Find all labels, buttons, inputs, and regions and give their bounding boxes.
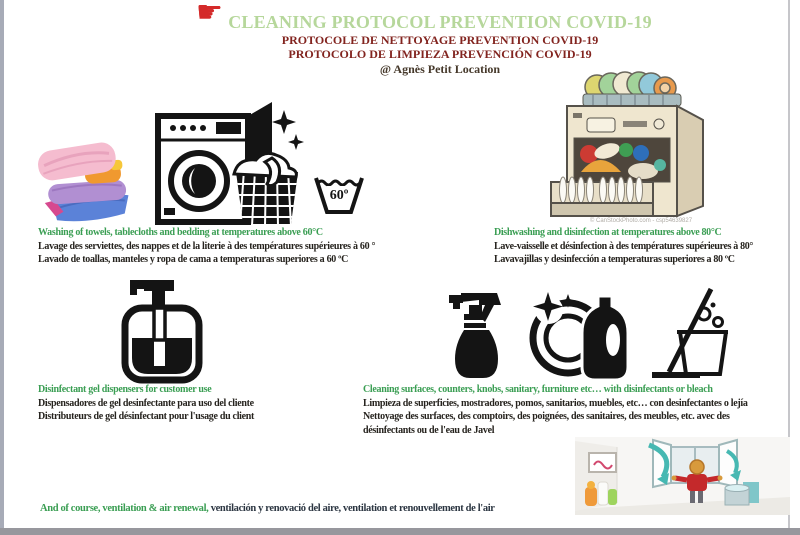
washing-headline: Washing of towels, tablecloths and bedding at temperatures above 60°C — [38, 227, 323, 238]
ventilation-headline: And of course, ventilation & air renewal, — [40, 503, 209, 514]
section-washing — [38, 226, 375, 267]
section-ventilation — [40, 503, 495, 514]
section-surfaces — [363, 383, 748, 437]
gel-line-fr: Distributeurs de gel désinfectant pour l'usage du client — [38, 411, 255, 422]
wash-60-symbol — [312, 166, 366, 218]
surfaces-line-es: Limpieza de superficies, mostradores, pomos, sanitarios, muebles, etc… con desinfectantes o lejía — [363, 397, 748, 409]
subtitle-spanish: PROTOCOLO DE LIMPIEZA PREVENCIÓN COVID-19 — [288, 47, 592, 61]
viewer-left-edge — [0, 0, 4, 535]
subtitle-french: PROTOCOLE DE NETTOYAGE PREVENTION COVID-19 — [281, 33, 599, 47]
gel-line-es: Dispensadores de gel desinfectante para uso del cliente — [38, 397, 254, 409]
mop-bucket-icon — [648, 286, 728, 381]
stock-photo-watermark: © CanStockPhoto.com - csp54639827 — [589, 218, 693, 224]
dishwashing-line-fr: Lave-vaisselle et désinfection à des températures supérieures à 80° — [494, 240, 754, 252]
section-gel — [38, 383, 254, 424]
washing-line-fr: Lavage des serviettes, des nappes et de la literie à des températures supérieures à 60 ° — [38, 240, 376, 252]
surfaces-line-fr-2: désinfectants ou de l'eau de Javel — [363, 424, 495, 436]
page-title: CLEANING PROTOCOL PREVENTION COVID-19 — [228, 12, 652, 32]
byline: @ Agnès Petit Location — [379, 62, 501, 76]
ventilation-room-image — [575, 437, 790, 515]
dishwashing-line-es: Lavavajillas y desinfección a temperaturas superiores a 80 ºC — [494, 254, 735, 265]
ventilation-rest: ventilación y renovació del aire, ventilation et renouvellement de l'air — [208, 503, 495, 514]
towels-stack-image — [34, 130, 142, 230]
spray-bottle-icon — [449, 286, 521, 381]
clean-dish-detergent-icon — [528, 288, 632, 381]
gel-dispenser-icon — [104, 276, 220, 384]
surfaces-headline: Cleaning surfaces, counters, knobs, sanitary, furniture etc… with disinfectants or bleach — [363, 384, 713, 395]
dishwashing-headline: Dishwashing and disinfection at temperatures above 80°C — [494, 227, 722, 238]
surfaces-line-fr-1: Nettoyage des surfaces, des comptoirs, des poignées, des sanitaires, des meubles, etc. avec des — [363, 411, 730, 422]
dishwasher-image — [543, 58, 721, 218]
gel-headline: Disinfectant gel dispensers for customer use — [38, 384, 212, 395]
pointing-hand-icon: ☛ — [196, 0, 223, 29]
washing-line-es: Lavado de toallas, manteles y ropa de cama a temperaturas superiores a 60 ºC — [38, 254, 349, 265]
wash-temp-label: 60º — [329, 188, 349, 203]
section-dishwashing — [494, 226, 753, 267]
washing-machine-image — [144, 96, 306, 234]
viewer-bottom-edge — [0, 528, 800, 535]
